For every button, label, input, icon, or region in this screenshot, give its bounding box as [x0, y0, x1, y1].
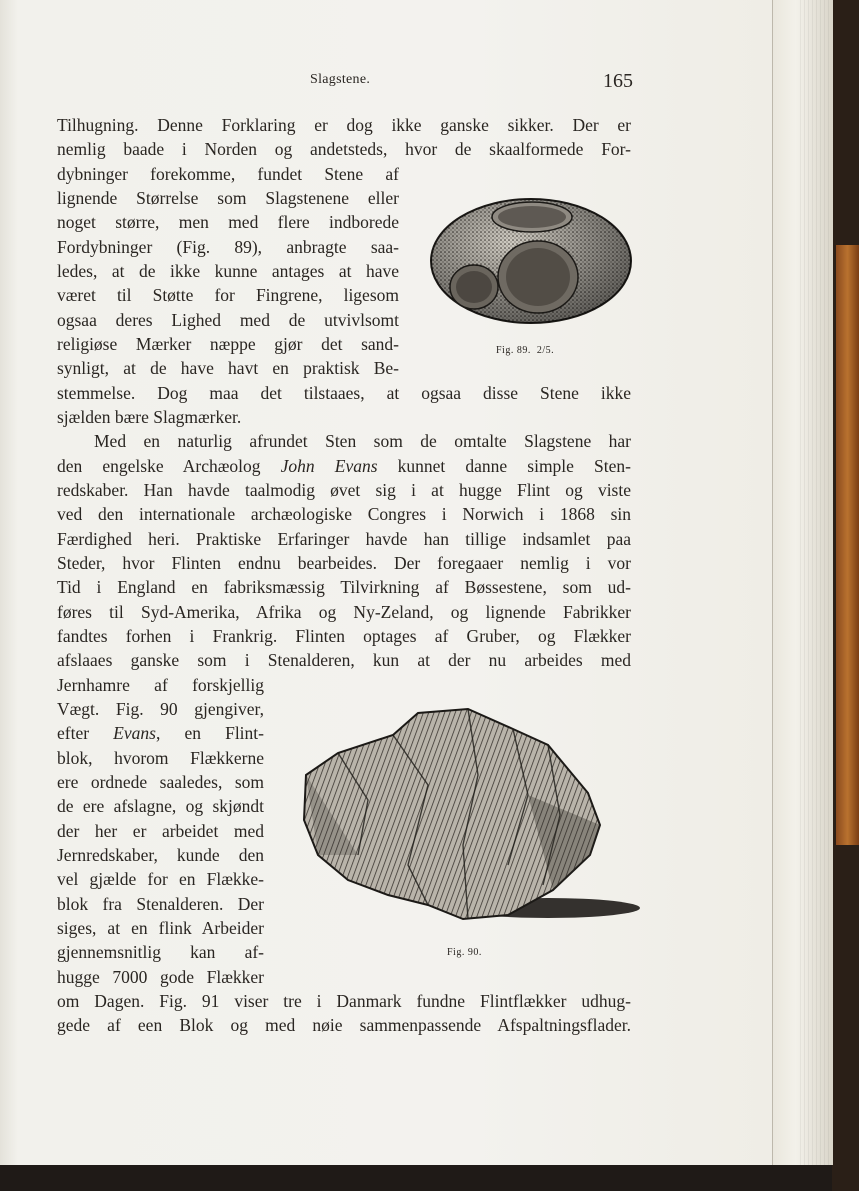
text-line: været til Støtte for Fingrene, ligesom: [57, 285, 399, 305]
text-line: hugge 7000 gode Flækker: [57, 967, 264, 987]
text-line: afslaaes ganske som i Stenalderen, kun at der nu arbeides med: [57, 650, 631, 670]
text-line: ogsaa deres Lighed med de utvivlsomt: [57, 310, 399, 330]
text-line: blok, hvorom Flækkerne: [57, 748, 264, 768]
text-line: sjælden bære Slagmærker.: [57, 407, 242, 427]
text-line: Færdighed heri. Praktiske Erfaringer havde han tillige indsamlet paa: [57, 529, 631, 549]
text-line: stemmelse. Dog maa det tilstaaes, at ogsaa disse Stene ikke: [57, 383, 631, 403]
page-number: 165: [603, 70, 633, 92]
bottom-shadow: [0, 1162, 859, 1191]
text-line: gjennemsnitlig kan af-: [57, 942, 264, 962]
text-line: siges, at en flink Arbeider: [57, 918, 264, 938]
author-name: John Evans: [280, 456, 378, 476]
figure-89-scale: 2/5.: [536, 345, 555, 356]
text-line: vel gjælde for en Flække-: [57, 869, 264, 889]
text-line: redskaber. Han havde taalmodig øvet sig i at hugge Flint og viste: [57, 480, 631, 500]
text-line: nemlig baade i Norden og andetsteds, hvor de skaalformede For-: [57, 139, 631, 159]
figure-90-caption: Fig. 90.: [447, 947, 482, 958]
running-title: Slagstene.: [310, 72, 371, 87]
bookmark-ribbon: [836, 245, 859, 845]
text-line: fandtes forhen i Frankrig. Flinten optages af Gruber, og Flækker: [57, 626, 631, 646]
text-line: ledes, at de ikke kunne antages at have: [57, 261, 399, 281]
text-line: Fordybninger (Fig. 89), anbragte saa-: [57, 237, 399, 257]
text-line: dybninger forekomme, fundet Stene af: [57, 164, 399, 184]
figure-89-stone-illustration: [428, 195, 634, 331]
text-line: den engelske Archæolog John Evans kunnet danne simple Sten-: [57, 456, 631, 476]
text-line: Jernhamre af forskjellig: [57, 675, 264, 695]
text-line: Tid i England en fabriksmæssig Tilvirkning af Bøssestene, som ud-: [57, 577, 631, 597]
text-line: Med en naturlig afrundet Sten som de omtalte Slagstene har: [94, 431, 631, 451]
text-line: gede af een Blok og med nøie sammenpassende Afspaltningsflader.: [57, 1015, 631, 1035]
figure-90-flint-block-illustration: [298, 705, 643, 927]
author-name: Evans: [113, 723, 156, 743]
text-line: efter Evans, en Flint-: [57, 723, 264, 743]
text-line: ere ordnede saaledes, som: [57, 772, 264, 792]
text-line: Tilhugning. Denne Forklaring er dog ikke ganske sikker. Der er: [57, 115, 631, 135]
text-line: ved den internationale archæologiske Congres i Norwich i 1868 sin: [57, 504, 631, 524]
text-line: Vægt. Fig. 90 gjengiver,: [57, 699, 264, 719]
text-line: religiøse Mærker næppe gjør det sand-: [57, 334, 399, 354]
text-line: om Dagen. Fig. 91 viser tre i Danmark fundne Flintflækker udhug-: [57, 991, 631, 1011]
text-line: Steder, hvor Flinten endnu bearbeides. Der foregaaer nemlig i vor: [57, 553, 631, 573]
page-stack-lines: [800, 0, 830, 1165]
text-line: blok fra Stenalderen. Der: [57, 894, 264, 914]
text-line: lignende Størrelse som Slagstenene eller: [57, 188, 399, 208]
text-line: de ere afslagne, og skjøndt: [57, 796, 264, 816]
figure-89-caption: Fig. 89. 2/5.: [496, 345, 555, 356]
text-line: synligt, at de have havt en praktisk Be-: [57, 358, 399, 378]
text-line: Jernredskaber, kunde den: [57, 845, 264, 865]
text-line: føres til Syd-Amerika, Afrika og Ny-Zeland, og lignende Fabrikker: [57, 602, 631, 622]
text-line: noget større, men med flere indborede: [57, 212, 399, 232]
text-line: der her er arbeidet med: [57, 821, 264, 841]
